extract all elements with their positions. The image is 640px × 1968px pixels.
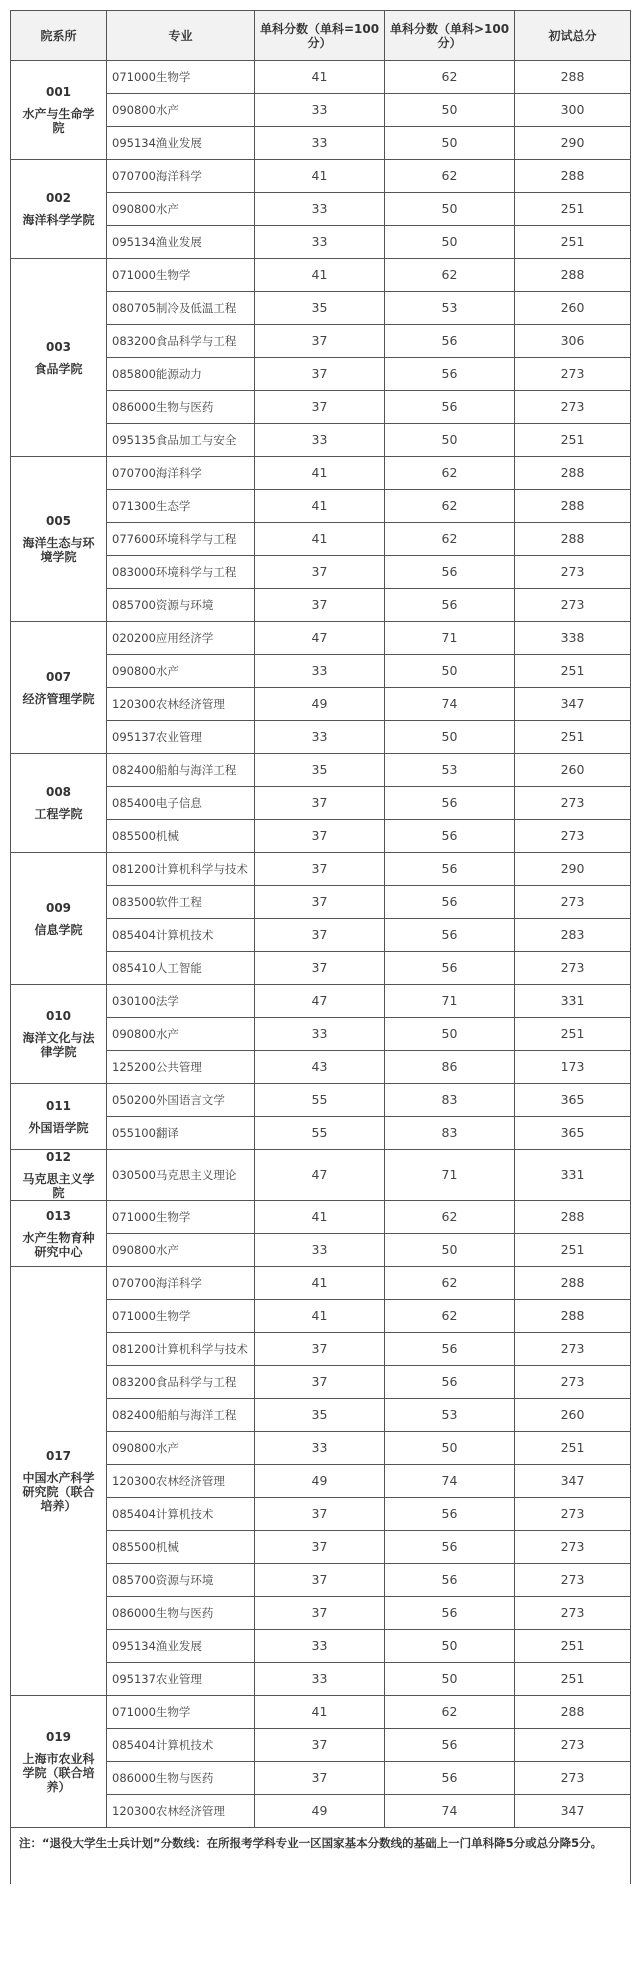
total-score: 288 (515, 1696, 631, 1729)
single-100-score: 33 (255, 1432, 385, 1465)
total-score: 273 (515, 886, 631, 919)
single-100-score: 33 (255, 721, 385, 754)
table-row (11, 1201, 631, 1234)
total-score: 288 (515, 1201, 631, 1234)
college-name: 信息学院 (34, 922, 83, 937)
single-over-100-score: 50 (385, 127, 515, 160)
single-over-100-score: 74 (385, 688, 515, 721)
college-name: 海洋文化与法律学院 (22, 1031, 95, 1059)
total-score: 288 (515, 490, 631, 523)
single-over-100-score: 50 (385, 1234, 515, 1267)
single-100-score: 49 (255, 1465, 385, 1498)
single-100-score: 37 (255, 853, 385, 886)
table-row (11, 622, 631, 655)
college-cell (11, 160, 107, 259)
total-score: 173 (515, 1051, 631, 1084)
college-code: 010 (45, 1009, 72, 1023)
major-cell: 120300农林经济管理 (107, 688, 255, 721)
single-100-score: 33 (255, 1630, 385, 1663)
major-cell: 020200应用经济学 (107, 622, 255, 655)
single-100-score: 33 (255, 193, 385, 226)
single-100-score: 35 (255, 1399, 385, 1432)
single-over-100-score: 71 (385, 985, 515, 1018)
single-100-score: 33 (255, 1018, 385, 1051)
major-cell: 085700资源与环境 (107, 589, 255, 622)
single-over-100-score: 53 (385, 754, 515, 787)
single-over-100-score: 56 (385, 1531, 515, 1564)
single-100-score: 41 (255, 1696, 385, 1729)
college-code: 005 (45, 514, 72, 528)
total-score: 273 (515, 820, 631, 853)
total-score: 290 (515, 127, 631, 160)
single-over-100-score: 56 (385, 820, 515, 853)
table-row (11, 61, 631, 94)
single-100-score: 37 (255, 886, 385, 919)
single-100-score: 49 (255, 688, 385, 721)
college-code: 011 (45, 1098, 72, 1113)
college-name: 马克思主义学院 (22, 1172, 95, 1200)
table-row (11, 1267, 631, 1300)
single-100-score: 33 (255, 1234, 385, 1267)
single-over-100-score: 53 (385, 292, 515, 325)
major-cell: 071000生物学 (107, 1696, 255, 1729)
college-name: 食品学院 (34, 361, 83, 376)
single-100-score: 41 (255, 1267, 385, 1300)
major-cell: 086000生物与医药 (107, 1597, 255, 1630)
header-college: 院系所 (11, 11, 107, 61)
total-score: 288 (515, 457, 631, 490)
major-cell: 082400船舶与海洋工程 (107, 754, 255, 787)
single-100-score: 55 (255, 1084, 385, 1117)
single-100-score: 37 (255, 325, 385, 358)
single-over-100-score: 50 (385, 94, 515, 127)
major-cell: 030500马克思主义理论 (107, 1150, 255, 1201)
total-score: 338 (515, 622, 631, 655)
single-over-100-score: 53 (385, 1399, 515, 1432)
total-score: 251 (515, 655, 631, 688)
total-score: 273 (515, 391, 631, 424)
header-major: 专业 (107, 11, 255, 61)
total-score: 273 (515, 952, 631, 985)
single-over-100-score: 56 (385, 1729, 515, 1762)
single-100-score: 37 (255, 1531, 385, 1564)
single-100-score: 37 (255, 919, 385, 952)
college-name: 水产生物育种研究中心 (22, 1230, 95, 1259)
college-cell (11, 754, 107, 853)
note-row (11, 1828, 631, 1885)
total-score: 251 (515, 1234, 631, 1267)
major-cell: 090800水产 (107, 655, 255, 688)
major-cell: 090800水产 (107, 1432, 255, 1465)
single-over-100-score: 62 (385, 1696, 515, 1729)
major-cell: 095134渔业发展 (107, 127, 255, 160)
major-cell: 085500机械 (107, 1531, 255, 1564)
single-100-score: 41 (255, 457, 385, 490)
total-score: 288 (515, 1267, 631, 1300)
single-over-100-score: 56 (385, 358, 515, 391)
major-cell: 080705制冷及低温工程 (107, 292, 255, 325)
total-score: 273 (515, 1729, 631, 1762)
single-100-score: 35 (255, 754, 385, 787)
college-code: 002 (45, 191, 72, 205)
total-score: 347 (515, 1465, 631, 1498)
total-score: 273 (515, 589, 631, 622)
total-score: 273 (515, 1564, 631, 1597)
single-over-100-score: 56 (385, 1498, 515, 1531)
total-score: 288 (515, 259, 631, 292)
major-cell: 095134渔业发展 (107, 226, 255, 259)
total-score: 260 (515, 292, 631, 325)
college-code: 009 (45, 900, 72, 915)
single-100-score: 55 (255, 1117, 385, 1150)
single-over-100-score: 74 (385, 1465, 515, 1498)
major-cell: 095134渔业发展 (107, 1630, 255, 1663)
college-name: 工程学院 (34, 807, 83, 821)
single-over-100-score: 50 (385, 193, 515, 226)
table-row (11, 160, 631, 193)
single-100-score: 37 (255, 1762, 385, 1795)
single-100-score: 41 (255, 523, 385, 556)
single-100-score: 49 (255, 1795, 385, 1828)
score-table (10, 10, 631, 1884)
single-over-100-score: 56 (385, 556, 515, 589)
single-over-100-score: 50 (385, 721, 515, 754)
total-score: 347 (515, 688, 631, 721)
table-row (11, 754, 631, 787)
single-over-100-score: 62 (385, 523, 515, 556)
table-row (11, 457, 631, 490)
college-code: 003 (45, 339, 72, 354)
single-100-score: 41 (255, 1300, 385, 1333)
single-100-score: 37 (255, 589, 385, 622)
college-cell (11, 259, 107, 457)
single-over-100-score: 50 (385, 424, 515, 457)
major-cell: 083500软件工程 (107, 886, 255, 919)
college-code: 008 (45, 785, 72, 799)
single-100-score: 41 (255, 490, 385, 523)
single-over-100-score: 83 (385, 1117, 515, 1150)
single-over-100-score: 62 (385, 1201, 515, 1234)
total-score: 251 (515, 1663, 631, 1696)
total-score: 251 (515, 1432, 631, 1465)
single-over-100-score: 83 (385, 1084, 515, 1117)
total-score: 365 (515, 1117, 631, 1150)
college-code: 007 (45, 669, 72, 684)
major-cell: 071000生物学 (107, 259, 255, 292)
header-row (11, 11, 631, 61)
total-score: 300 (515, 94, 631, 127)
table-row (11, 259, 631, 292)
college-code: 019 (45, 1729, 72, 1744)
major-cell: 085700资源与环境 (107, 1564, 255, 1597)
total-score: 273 (515, 1333, 631, 1366)
major-cell: 071000生物学 (107, 61, 255, 94)
major-cell: 085404计算机技术 (107, 1729, 255, 1762)
major-cell: 086000生物与医药 (107, 1762, 255, 1795)
table-row (11, 1084, 631, 1117)
college-name: 水产与生命学院 (22, 107, 95, 135)
single-over-100-score: 50 (385, 226, 515, 259)
table-row (11, 985, 631, 1018)
single-over-100-score: 62 (385, 1300, 515, 1333)
major-cell: 085500机械 (107, 820, 255, 853)
single-100-score: 41 (255, 61, 385, 94)
single-over-100-score: 56 (385, 952, 515, 985)
single-100-score: 41 (255, 160, 385, 193)
major-cell: 090800水产 (107, 1234, 255, 1267)
college-cell (11, 853, 107, 985)
total-score: 273 (515, 1597, 631, 1630)
single-over-100-score: 50 (385, 1432, 515, 1465)
total-score: 273 (515, 358, 631, 391)
major-cell: 090800水产 (107, 193, 255, 226)
college-name: 海洋生态与环境学院 (22, 536, 95, 564)
major-cell: 070700海洋科学 (107, 160, 255, 193)
total-score: 290 (515, 853, 631, 886)
total-score: 273 (515, 556, 631, 589)
single-over-100-score: 62 (385, 160, 515, 193)
single-100-score: 37 (255, 952, 385, 985)
single-100-score: 41 (255, 259, 385, 292)
major-cell: 071000生物学 (107, 1201, 255, 1234)
major-cell: 085404计算机技术 (107, 919, 255, 952)
table-body (11, 61, 631, 1828)
major-cell: 083200食品科学与工程 (107, 325, 255, 358)
major-cell: 085800能源动力 (107, 358, 255, 391)
single-100-score: 33 (255, 655, 385, 688)
single-100-score: 37 (255, 820, 385, 853)
single-over-100-score: 50 (385, 1630, 515, 1663)
single-over-100-score: 62 (385, 61, 515, 94)
major-cell: 086000生物与医药 (107, 391, 255, 424)
college-code: 017 (45, 1449, 72, 1463)
single-over-100-score: 86 (385, 1051, 515, 1084)
table-row (11, 853, 631, 886)
college-cell (11, 457, 107, 622)
total-score: 251 (515, 193, 631, 226)
major-cell: 085400电子信息 (107, 787, 255, 820)
single-over-100-score: 62 (385, 490, 515, 523)
total-score: 273 (515, 1366, 631, 1399)
single-100-score: 33 (255, 226, 385, 259)
major-cell: 090800水产 (107, 94, 255, 127)
single-100-score: 37 (255, 1564, 385, 1597)
major-cell: 120300农林经济管理 (107, 1465, 255, 1498)
total-score: 260 (515, 754, 631, 787)
total-score: 273 (515, 787, 631, 820)
major-cell: 085404计算机技术 (107, 1498, 255, 1531)
major-cell: 050200外国语言文学 (107, 1084, 255, 1117)
major-cell: 081200计算机科学与技术 (107, 853, 255, 886)
college-cell (11, 1150, 107, 1201)
single-100-score: 37 (255, 1729, 385, 1762)
single-100-score: 41 (255, 1201, 385, 1234)
total-score: 251 (515, 424, 631, 457)
major-cell: 081200计算机科学与技术 (107, 1333, 255, 1366)
single-100-score: 33 (255, 424, 385, 457)
single-100-score: 37 (255, 787, 385, 820)
major-cell: 120300农林经济管理 (107, 1795, 255, 1828)
total-score: 288 (515, 61, 631, 94)
major-cell: 090800水产 (107, 1018, 255, 1051)
single-100-score: 47 (255, 985, 385, 1018)
single-over-100-score: 56 (385, 391, 515, 424)
major-cell: 071300生态学 (107, 490, 255, 523)
single-over-100-score: 56 (385, 1564, 515, 1597)
single-over-100-score: 56 (385, 325, 515, 358)
college-name: 中国水产科学研究院（联合培养） (22, 1471, 95, 1513)
total-score: 251 (515, 721, 631, 754)
college-cell (11, 622, 107, 754)
college-name: 外国语学院 (28, 1120, 89, 1135)
single-over-100-score: 74 (385, 1795, 515, 1828)
single-100-score: 37 (255, 1333, 385, 1366)
single-100-score: 37 (255, 1597, 385, 1630)
single-over-100-score: 56 (385, 886, 515, 919)
single-100-score: 33 (255, 1663, 385, 1696)
single-100-score: 33 (255, 127, 385, 160)
single-over-100-score: 56 (385, 853, 515, 886)
total-score: 331 (515, 1150, 631, 1201)
major-cell: 055100翻译 (107, 1117, 255, 1150)
single-100-score: 37 (255, 358, 385, 391)
total-score: 251 (515, 1018, 631, 1051)
table-row (11, 1696, 631, 1729)
major-cell: 070700海洋科学 (107, 457, 255, 490)
college-cell (11, 1084, 107, 1150)
total-score: 288 (515, 160, 631, 193)
college-code: 012 (45, 1150, 72, 1164)
college-cell (11, 1201, 107, 1267)
total-score: 273 (515, 1762, 631, 1795)
single-over-100-score: 56 (385, 589, 515, 622)
total-score: 331 (515, 985, 631, 1018)
major-cell: 071000生物学 (107, 1300, 255, 1333)
college-cell (11, 1696, 107, 1828)
college-name: 上海市农业科学院（联合培养） (22, 1751, 95, 1794)
single-over-100-score: 56 (385, 919, 515, 952)
major-cell: 070700海洋科学 (107, 1267, 255, 1300)
major-cell: 082400船舶与海洋工程 (107, 1399, 255, 1432)
college-name: 海洋科学学院 (22, 213, 95, 227)
single-100-score: 47 (255, 622, 385, 655)
single-over-100-score: 50 (385, 655, 515, 688)
major-cell: 125200公共管理 (107, 1051, 255, 1084)
total-score: 251 (515, 226, 631, 259)
total-score: 251 (515, 1630, 631, 1663)
single-over-100-score: 50 (385, 1018, 515, 1051)
header-total: 初试总分 (515, 11, 631, 61)
major-cell: 085410人工智能 (107, 952, 255, 985)
single-over-100-score: 71 (385, 622, 515, 655)
total-score: 306 (515, 325, 631, 358)
total-score: 273 (515, 1498, 631, 1531)
total-score: 365 (515, 1084, 631, 1117)
major-cell: 030100法学 (107, 985, 255, 1018)
college-cell (11, 985, 107, 1084)
major-cell: 095135食品加工与安全 (107, 424, 255, 457)
total-score: 260 (515, 1399, 631, 1432)
single-100-score: 37 (255, 1498, 385, 1531)
single-over-100-score: 62 (385, 457, 515, 490)
footnote: 注：“退役大学生士兵计划”分数线：在所报考学科专业一区国家基本分数线的基础上一门单科降5分或总分降5分。 (11, 1828, 631, 1885)
single-100-score: 35 (255, 292, 385, 325)
header-single-over-100: 单科分数（单科>100分） (385, 11, 515, 61)
single-100-score: 37 (255, 1366, 385, 1399)
single-100-score: 37 (255, 391, 385, 424)
college-code: 013 (45, 1208, 72, 1223)
college-cell (11, 61, 107, 160)
major-cell: 083200食品科学与工程 (107, 1366, 255, 1399)
single-over-100-score: 50 (385, 1663, 515, 1696)
major-cell: 077600环境科学与工程 (107, 523, 255, 556)
total-score: 273 (515, 1531, 631, 1564)
college-code: 001 (45, 85, 72, 99)
single-over-100-score: 71 (385, 1150, 515, 1201)
college-cell (11, 1267, 107, 1696)
single-over-100-score: 62 (385, 259, 515, 292)
single-100-score: 47 (255, 1150, 385, 1201)
single-100-score: 33 (255, 94, 385, 127)
total-score: 283 (515, 919, 631, 952)
single-over-100-score: 56 (385, 1333, 515, 1366)
total-score: 288 (515, 523, 631, 556)
major-cell: 095137农业管理 (107, 721, 255, 754)
single-over-100-score: 56 (385, 1762, 515, 1795)
single-over-100-score: 62 (385, 1267, 515, 1300)
single-over-100-score: 56 (385, 1597, 515, 1630)
header-single-100: 单科分数（单科=100分） (255, 11, 385, 61)
major-cell: 083000环境科学与工程 (107, 556, 255, 589)
total-score: 347 (515, 1795, 631, 1828)
single-over-100-score: 56 (385, 1366, 515, 1399)
college-name: 经济管理学院 (22, 691, 95, 706)
single-100-score: 43 (255, 1051, 385, 1084)
major-cell: 095137农业管理 (107, 1663, 255, 1696)
single-100-score: 37 (255, 556, 385, 589)
table-row (11, 1150, 631, 1201)
single-over-100-score: 56 (385, 787, 515, 820)
total-score: 288 (515, 1300, 631, 1333)
